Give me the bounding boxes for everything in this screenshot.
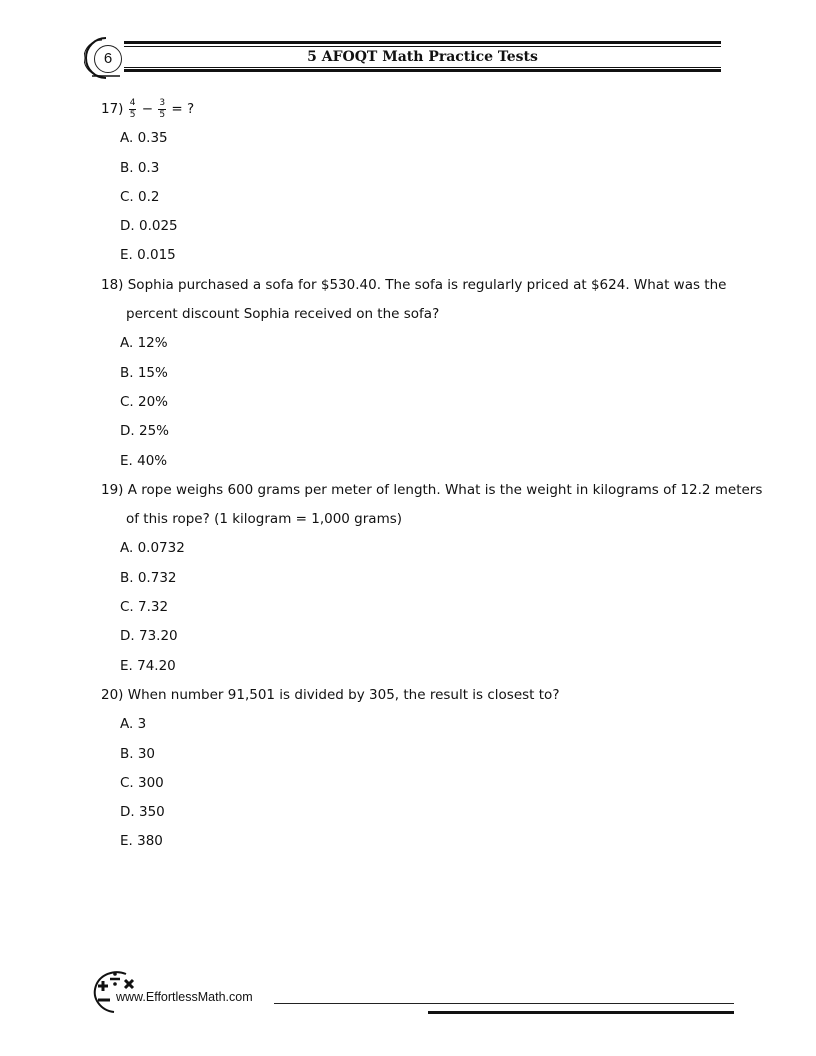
numerator: 4 xyxy=(129,97,136,108)
answer-option: E. 40% xyxy=(120,452,168,469)
question-18-line-1: 18) Sophia purchased a sofa for $530.40. The sofa is regularly priced at $624. What was the xyxy=(101,276,727,293)
answer-option: D. 25% xyxy=(120,423,169,440)
answer-option: A. 12% xyxy=(120,335,168,352)
page-header xyxy=(84,36,724,80)
answer-option: D. 350 xyxy=(120,804,165,821)
minus-sign: − xyxy=(141,101,154,117)
denominator: 5 xyxy=(129,109,136,120)
question-list xyxy=(101,95,763,857)
equals-question: = ? xyxy=(171,101,195,117)
answer-option: E. 380 xyxy=(120,833,163,850)
answer-option: A. 3 xyxy=(120,716,147,733)
page-number: 6 xyxy=(94,45,122,73)
answer-option: D. 73.20 xyxy=(120,628,178,645)
fraction xyxy=(158,98,166,121)
answer-option: C. 300 xyxy=(120,774,164,791)
page-title: 5 AFOQT Math Practice Tests xyxy=(307,49,538,65)
website-url: www.EffortlessMath.com xyxy=(116,990,253,1004)
page-footer xyxy=(90,966,740,1016)
denominator: 5 xyxy=(159,109,166,120)
footer-rule xyxy=(274,1003,734,1004)
answer-option: B. 15% xyxy=(120,364,168,381)
answer-option: B. 0.3 xyxy=(120,159,160,176)
answer-option: A. 0.35 xyxy=(120,130,168,147)
question-19-line-1: 19) A rope weighs 600 grams per meter of length. What is the weight in kilograms of 12.2 meters xyxy=(101,481,763,498)
answer-option: E. 74.20 xyxy=(120,657,176,674)
answer-option: B. 30 xyxy=(120,745,156,762)
answer-option: C. 7.32 xyxy=(120,599,169,616)
question-19-line-2: of this rope? (1 kilogram = 1,000 grams) xyxy=(126,511,403,528)
answer-option: B. 0.732 xyxy=(120,569,177,586)
answer-option: C. 20% xyxy=(120,393,169,410)
numerator: 3 xyxy=(159,97,166,108)
answer-option: E. 0.015 xyxy=(120,247,176,264)
question-17 xyxy=(101,95,741,124)
fraction xyxy=(129,98,137,121)
question-18-line-2: percent discount Sophia received on the sofa? xyxy=(126,306,440,323)
footer-rule-thick xyxy=(428,1011,734,1014)
answer-option: A. 0.0732 xyxy=(120,540,185,557)
answer-option: C. 0.2 xyxy=(120,188,160,205)
answer-option: D. 0.025 xyxy=(120,218,178,235)
question-number: 17) xyxy=(101,101,124,117)
question-20-line-1: 20) When number 91,501 is divided by 305, the result is closest to? xyxy=(101,686,560,703)
